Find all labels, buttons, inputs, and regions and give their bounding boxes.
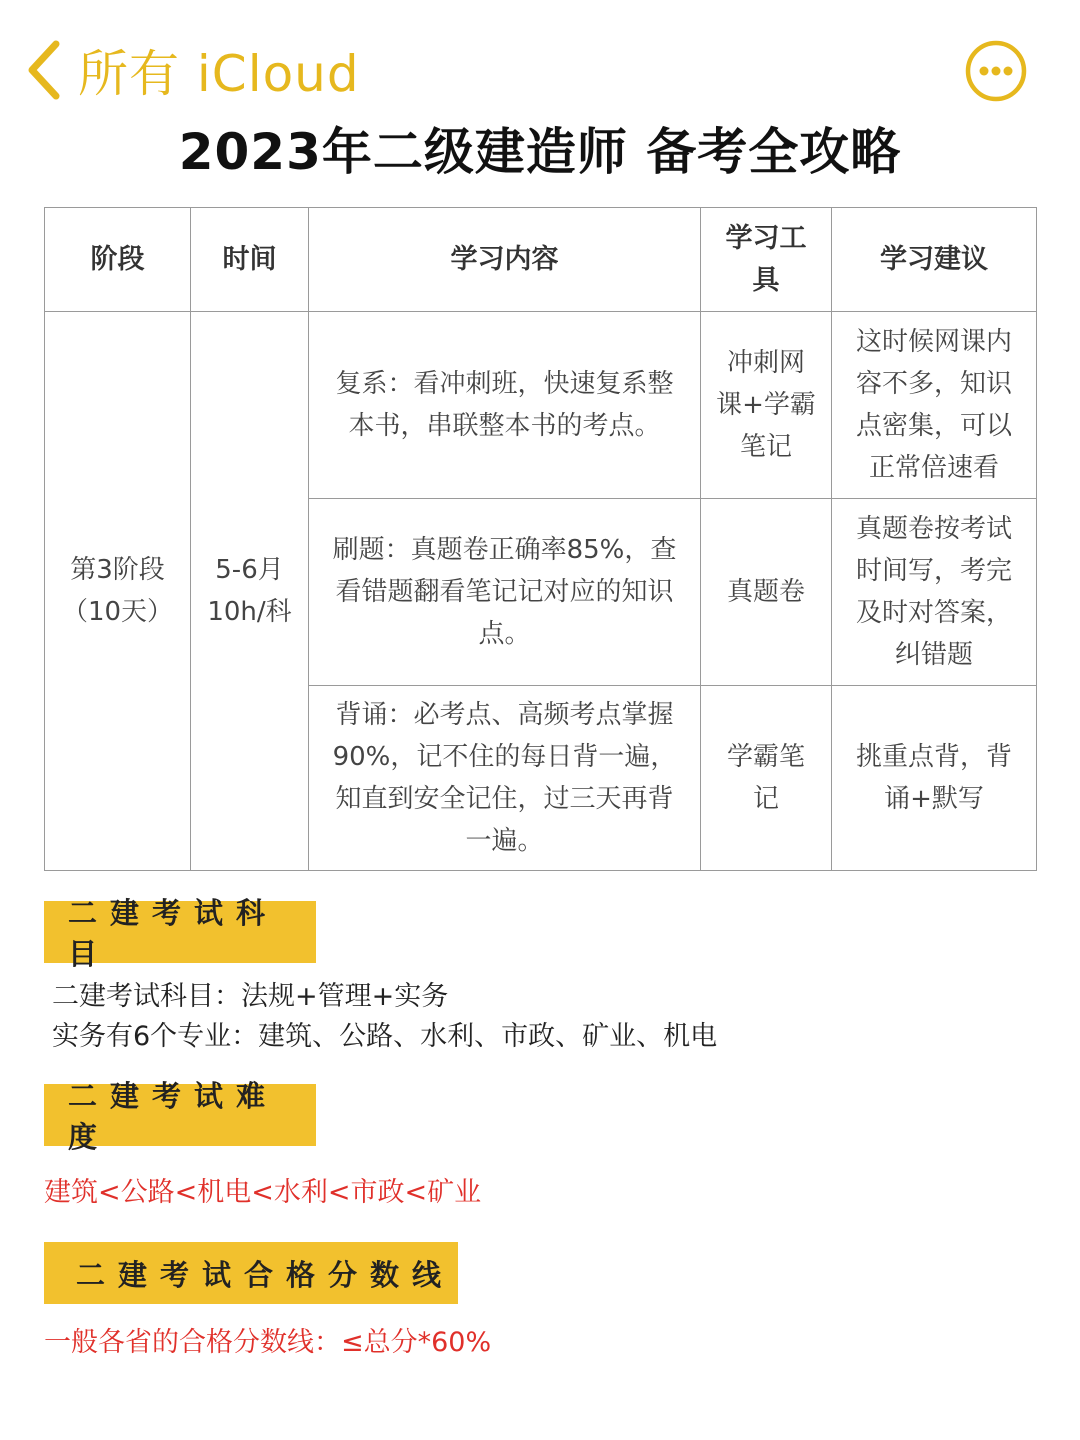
difficulty-ranking: 建筑<公路<机电<水利<市政<矿业 [44, 1177, 482, 1208]
header-content: 学习内容 [309, 208, 701, 312]
subjects-line-1: 二建考试科目：法规+管理+实务 [52, 981, 449, 1012]
section-heading-difficulty: 二建考试难度 [44, 1084, 316, 1146]
header-time: 时间 [191, 208, 309, 312]
table-header-row [45, 208, 1037, 312]
time-months: 5-6月 [215, 555, 284, 585]
more-options-icon[interactable] [964, 39, 1028, 103]
table-row [45, 312, 1037, 499]
section-heading-passing: 二建考试合格分数线 [44, 1242, 458, 1304]
advice-cell: 这时候网课内容不多，知识点密集，可以正常倍速看 [832, 312, 1037, 499]
chevron-left-icon [22, 38, 66, 102]
page-title: 2023年二级建造师 备考全攻略 [178, 123, 902, 181]
navigation-bar [0, 0, 1080, 110]
back-button[interactable] [22, 36, 360, 104]
tool-cell: 学霸笔记 [701, 686, 832, 871]
tool-cell: 冲刺网课+学霸笔记 [701, 312, 832, 499]
header-stage: 阶段 [45, 208, 191, 312]
content-cell: 复系：看冲刺班，快速复系整本书，串联整本书的考点。 [309, 312, 701, 499]
study-plan-table [44, 207, 1037, 871]
time-cell [191, 312, 309, 871]
passing-score: 一般各省的合格分数线：≤总分*60% [44, 1327, 492, 1358]
tool-cell: 真题卷 [701, 499, 832, 686]
stage-cell: 第3阶段（10天） [45, 312, 191, 871]
time-hours: 10h/科 [207, 597, 292, 627]
advice-cell: 真题卷按考试时间写，考完及时对答案，纠错题 [832, 499, 1037, 686]
advice-cell: 挑重点背，背诵+默写 [832, 686, 1037, 871]
section-heading-subjects: 二建考试科目 [44, 901, 316, 963]
header-advice: 学习建议 [832, 208, 1037, 312]
back-label: 所有 iCloud [78, 45, 360, 103]
content-cell: 刷题：真题卷正确率85%，查看错题翻看笔记记对应的知识点。 [309, 499, 701, 686]
content-cell: 背诵：必考点、高频考点掌握90%，记不住的每日背一遍，知直到安全记住，过三天再背一遍。 [309, 686, 701, 871]
subjects-line-2: 实务有6个专业：建筑、公路、水利、市政、矿业、机电 [52, 1021, 718, 1052]
header-tool: 学习工具 [701, 208, 832, 312]
